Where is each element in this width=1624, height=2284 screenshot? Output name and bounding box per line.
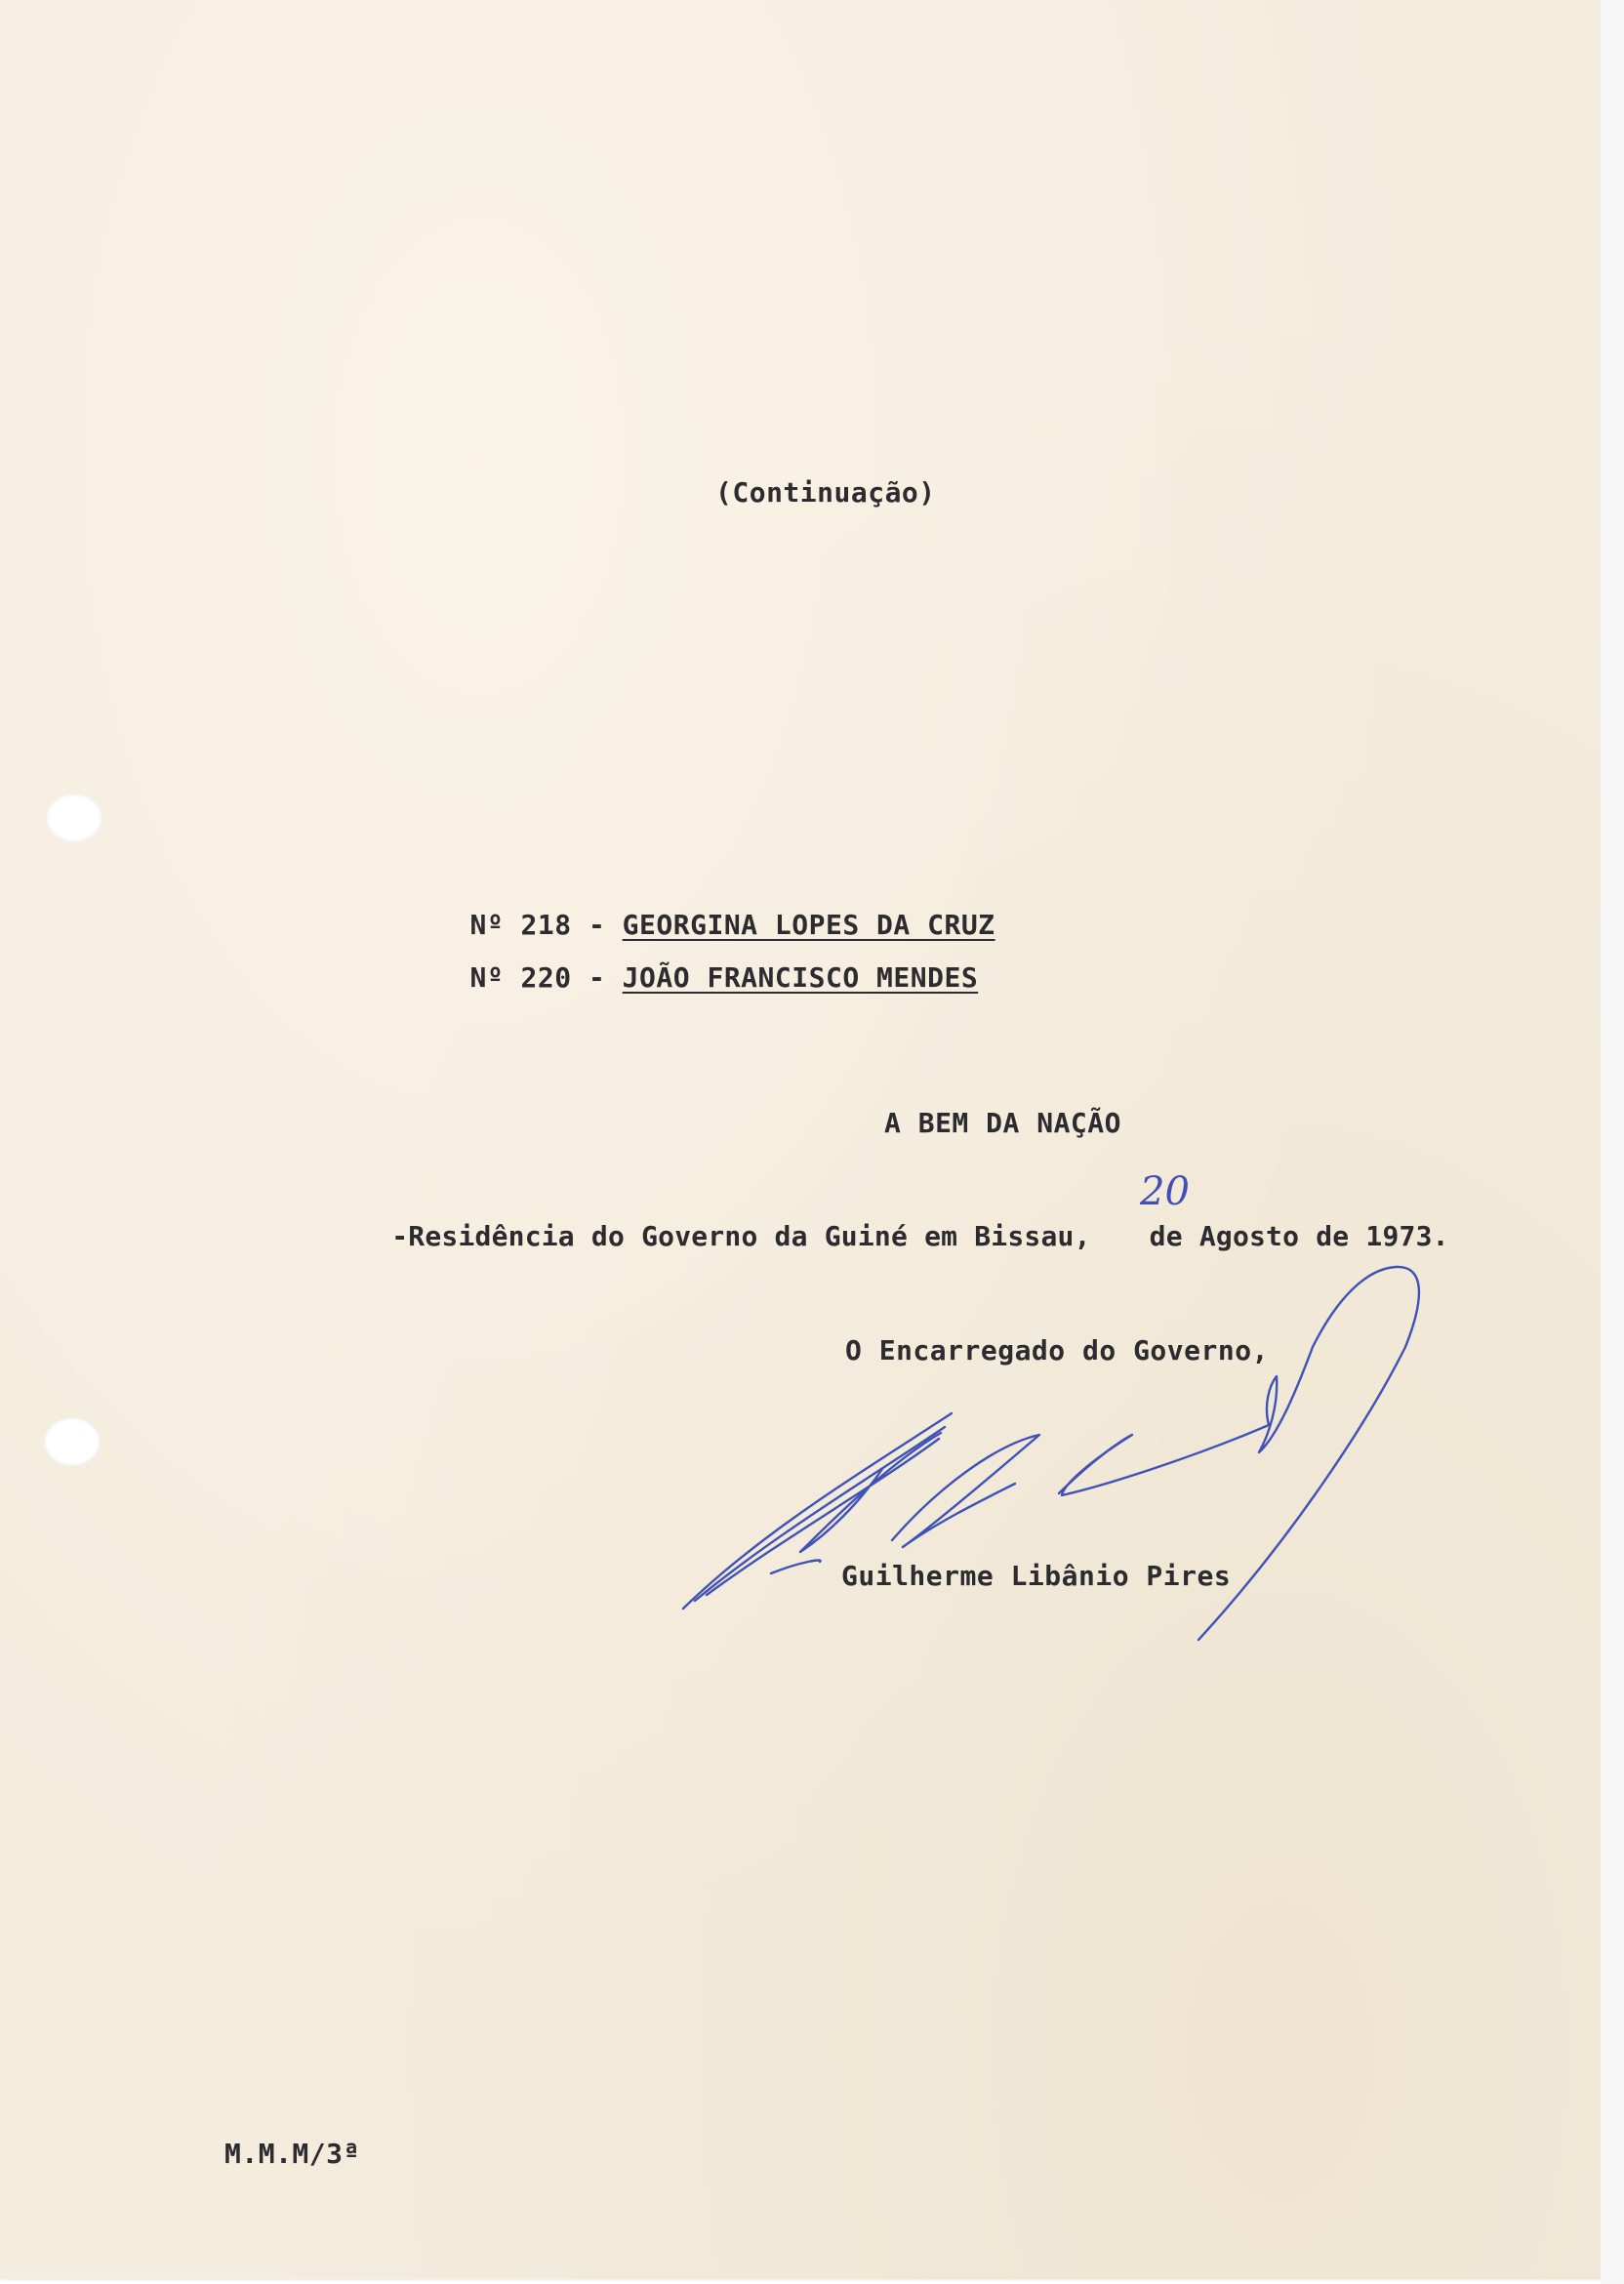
- entry-number: Nº 218: [469, 909, 572, 941]
- handwritten-day: 20: [1140, 1169, 1190, 1214]
- entry-name: JOÃO FRANCISCO MENDES: [622, 961, 979, 994]
- motto: A BEM DA NAÇÃO: [884, 1107, 1122, 1139]
- date-rest: de Agosto de 1973.: [1149, 1220, 1449, 1252]
- entry-number: Nº 220: [469, 961, 572, 994]
- scan-margin: [1601, 0, 1624, 2284]
- signatory-name: Guilherme Libânio Pires: [841, 1560, 1232, 1592]
- entry-220: Nº 220 - JOÃO FRANCISCO MENDES: [469, 961, 979, 994]
- official-title: O Encarregado do Governo,: [845, 1334, 1269, 1366]
- continuation-heading: (Continuação): [715, 476, 936, 509]
- entry-name: GEORGINA LOPES DA CRUZ: [622, 909, 995, 941]
- reference-code: M.M.M/3ª: [224, 2138, 360, 2170]
- place-text: -Residência do Governo da Guiné em Bissau,: [391, 1220, 1091, 1252]
- entry-218: Nº 218 - GEORGINA LOPES DA CRUZ: [469, 909, 995, 941]
